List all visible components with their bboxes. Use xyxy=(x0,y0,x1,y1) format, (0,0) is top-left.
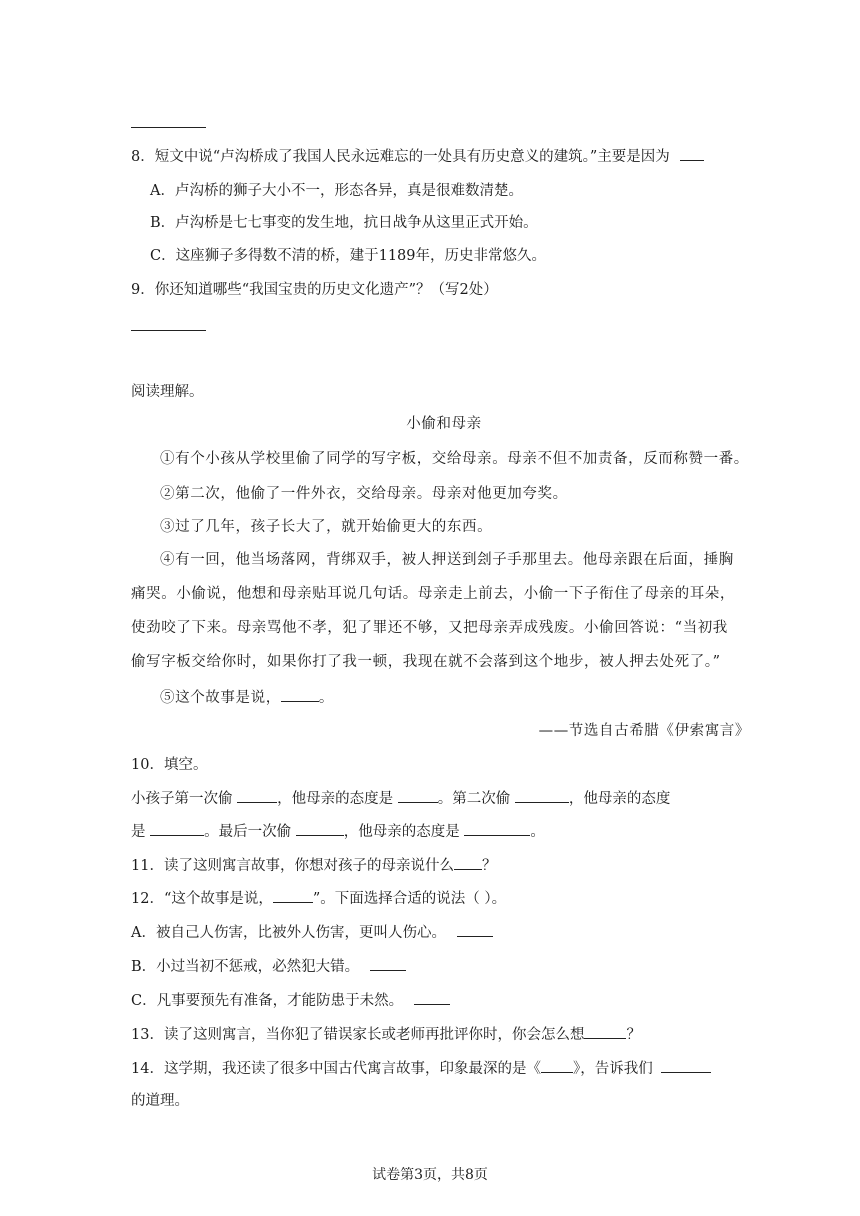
question-12-option-b[interactable] xyxy=(131,956,406,977)
question-12-stem-a: 12．“这个故事是说， xyxy=(131,891,273,907)
question-12-option-b-text: B．小过当初不惩戒，必然犯大错。 xyxy=(131,959,360,975)
question-10-stem: 10．填空。 xyxy=(131,757,208,773)
question-10-text-b: ，他母亲的态度是 xyxy=(277,791,394,807)
question-12-blank[interactable] xyxy=(273,888,313,903)
question-12-stem-b: ”。下面选择合适的说法（ ）。 xyxy=(312,891,507,907)
question-9-answer-blank[interactable] xyxy=(131,330,206,331)
question-11 xyxy=(131,855,496,876)
question-8-option-c[interactable]: C．这座狮子多得数不清的桥，建于1189年，历史非常悠久。 xyxy=(150,248,546,264)
question-12-option-a-text: A．被自己人伤害，比被外人伤害，更叫人伤心。 xyxy=(131,925,446,941)
question-10-blank-4[interactable] xyxy=(150,821,204,836)
question-10-line-1 xyxy=(131,788,670,809)
answer-blank-top[interactable] xyxy=(131,127,206,128)
story-paragraph-1: ①有个小孩从学校里偷了同学的写字板，交给母亲。母亲不但不加责备，反而称赞一番。 xyxy=(160,451,749,467)
question-10-blank-6[interactable] xyxy=(464,821,530,836)
story-paragraph-5-suffix: 。 xyxy=(318,690,334,706)
page-footer: 试卷第3页，共8页 xyxy=(372,1167,488,1183)
question-12-option-b-blank[interactable] xyxy=(370,956,406,971)
question-12 xyxy=(131,888,506,909)
question-14-line-2: 的道理。 xyxy=(131,1093,189,1109)
question-8-answer-blank[interactable] xyxy=(680,146,704,161)
question-13-stem: 13．读了这则寓言，当你犯了错误家长或老师再批评你时，你会怎么想 xyxy=(131,1027,585,1043)
story-source: ——节选自古希腊《伊索寓言》 xyxy=(538,723,750,739)
question-12-option-c-text: C．凡事要预先有准备，才能防患于未然。 xyxy=(131,993,404,1009)
question-12-option-a[interactable] xyxy=(131,922,493,943)
question-14-stem-b: 》，告诉我们 xyxy=(572,1061,653,1077)
question-8-option-a[interactable]: A．卢沟桥的狮子大小不一，形态各异，真是很难数清楚。 xyxy=(150,183,523,199)
story-paragraph-2: ②第二次，他偷了一件外衣，交给母亲。母亲对他更加夸奖。 xyxy=(160,486,568,502)
story-paragraph-3: ③过了几年，孩子长大了，就开始偷更大的东西。 xyxy=(160,519,493,535)
question-13-end: ？ xyxy=(626,1027,641,1043)
question-12-option-c[interactable] xyxy=(131,990,450,1011)
question-10-text-f: 。最后一次偷 xyxy=(204,824,292,840)
question-8-stem: 8．短文中说“卢沟桥成了我国人民永远难忘的一处具有历史意义的建筑。”主要是因为 xyxy=(131,149,670,165)
story-title: 小偷和母亲 xyxy=(406,416,482,432)
story-paragraph-5 xyxy=(160,687,334,708)
story-paragraph-4-line-4: 偷写字板交给你时，如果你打了我一顿，我现在就不会落到这个地步，被人押去处死了。” xyxy=(131,654,721,670)
question-10-blank-2[interactable] xyxy=(398,788,438,803)
question-14-blank-1[interactable] xyxy=(541,1058,573,1073)
question-10-blank-5[interactable] xyxy=(296,821,344,836)
question-10-text-h: 。 xyxy=(530,824,545,840)
story-paragraph-4-line-2: 痛哭。小偷说，他想和母亲贴耳说几句话。母亲走上前去，小偷一下子衔住了母亲的耳朵， xyxy=(131,586,735,602)
question-10-text-g: ，他母亲的态度是 xyxy=(343,824,460,840)
question-14-blank-2[interactable] xyxy=(661,1058,711,1073)
question-10-line-2 xyxy=(131,821,545,842)
question-12-option-a-blank[interactable] xyxy=(457,922,493,937)
question-8 xyxy=(131,146,704,167)
question-10-blank-1[interactable] xyxy=(237,788,277,803)
question-13-blank[interactable] xyxy=(584,1024,626,1039)
question-11-end: ？ xyxy=(481,858,497,874)
question-10-text-c: 。第二次偷 xyxy=(437,791,511,807)
question-10-text-e: 是 xyxy=(131,824,146,840)
question-9-stem: 9．你还知道哪些“我国宝贵的历史文化遗产”？（写2处） xyxy=(131,282,498,298)
question-11-stem: 11．读了这则寓言故事，你想对孩子的母亲说什么 xyxy=(131,858,454,874)
story-paragraph-5-prefix: ⑤这个故事是说， xyxy=(160,690,281,706)
question-10-blank-3[interactable] xyxy=(515,788,569,803)
story-paragraph-4-line-3: 使劲咬了下来。母亲骂他不孝，犯了罪还不够，又把母亲弄成残废。小偷回答说：“当初我 xyxy=(131,620,728,636)
question-14 xyxy=(131,1058,711,1079)
question-13 xyxy=(131,1024,641,1045)
question-12-option-c-blank[interactable] xyxy=(414,990,450,1005)
question-11-blank[interactable] xyxy=(454,855,482,870)
question-8-option-b[interactable]: B．卢沟桥是七七事变的发生地，抗日战争从这里正式开始。 xyxy=(150,215,538,231)
question-10-text-a: 小孩子第一次偷 xyxy=(131,791,233,807)
story-paragraph-5-blank[interactable] xyxy=(281,687,319,702)
story-paragraph-4: ④有一回，他当场落网，背绑双手，被人押送到刽子手那里去。他母亲跟在后面，捶胸 xyxy=(160,552,734,568)
question-14-stem-a: 14．这学期，我还读了很多中国古代寓言故事，印象最深的是《 xyxy=(131,1061,541,1077)
question-10-text-d: ，他母亲的态度 xyxy=(568,791,671,807)
section-heading: 阅读理解。 xyxy=(131,384,204,400)
